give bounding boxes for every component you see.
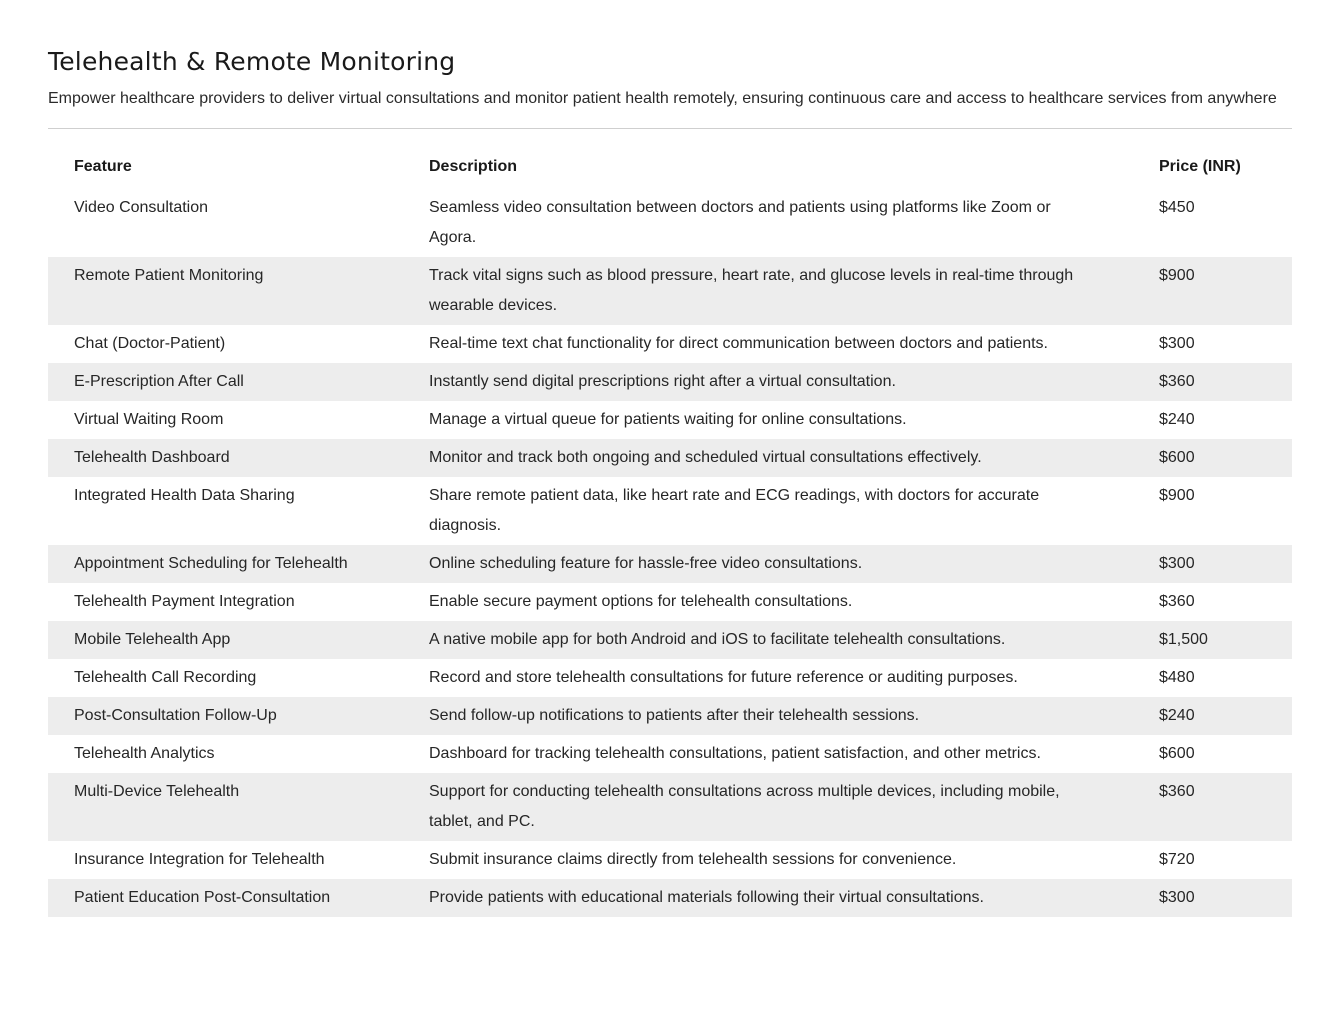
feature-cell: Appointment Scheduling for Telehealth	[48, 545, 429, 583]
table-row	[48, 363, 1292, 401]
price-cell: $600	[1159, 745, 1195, 762]
feature-cell: Telehealth Analytics	[74, 745, 215, 762]
feature-cell: Virtual Waiting Room	[74, 411, 224, 428]
table-row	[48, 735, 1292, 773]
description-cell: Real-time text chat functionality for direct communication between doctors and patients.	[429, 335, 1048, 352]
table-row	[48, 583, 1292, 621]
price-cell: $360	[1159, 773, 1292, 841]
pricing-table	[48, 151, 1292, 917]
price-cell: $360	[1159, 363, 1292, 401]
description-cell: Provide patients with educational materials following their virtual consultations.	[429, 879, 1159, 917]
table-row	[48, 545, 1292, 583]
feature-cell: Post-Consultation Follow-Up	[48, 697, 429, 735]
price-cell: $360	[1159, 593, 1195, 610]
description-cell: Manage a virtual queue for patients waiting for online consultations.	[429, 411, 907, 428]
description-cell: Enable secure payment options for telehealth consultations.	[429, 593, 853, 610]
description-cell: Record and store telehealth consultations for future reference or auditing purposes.	[429, 669, 1018, 686]
price-cell: $480	[1159, 669, 1195, 686]
header-feature: Feature	[74, 158, 132, 175]
price-cell: $900	[1159, 487, 1195, 504]
description-cell: Share remote patient data, like heart rate and ECG readings, with doctors for accurate diagnosis.	[429, 487, 1040, 534]
table-row	[48, 773, 1292, 841]
table-body	[48, 189, 1292, 917]
price-cell: $900	[1159, 257, 1292, 325]
feature-cell: Telehealth Dashboard	[48, 439, 429, 477]
price-cell: $600	[1159, 439, 1292, 477]
price-cell: $720	[1159, 851, 1195, 868]
price-cell: $300	[1159, 879, 1292, 917]
table-row	[48, 439, 1292, 477]
description-cell: Seamless video consultation between doctors and patients using platforms like Zoom or Agora.	[429, 199, 1051, 246]
description-cell: Support for conducting telehealth consultations across multiple devices, including mobile, tablet, and PC.	[429, 773, 1159, 841]
table-header-row	[48, 151, 1292, 189]
table-row	[48, 697, 1292, 735]
description-cell: Monitor and track both ongoing and scheduled virtual consultations effectively.	[429, 439, 1159, 477]
table-row	[48, 325, 1292, 363]
table-row	[48, 401, 1292, 439]
table-row	[48, 841, 1292, 879]
price-cell: $1,500	[1159, 621, 1292, 659]
header-description: Description	[429, 158, 518, 175]
table-row	[48, 621, 1292, 659]
table-row	[48, 257, 1292, 325]
feature-cell: Video Consultation	[74, 199, 209, 216]
table-row	[48, 477, 1292, 545]
feature-cell: Patient Education Post-Consultation	[48, 879, 429, 917]
feature-cell: E-Prescription After Call	[48, 363, 429, 401]
header-price: Price (INR)	[1159, 158, 1241, 175]
price-cell: $450	[1159, 199, 1195, 216]
feature-cell: Mobile Telehealth App	[48, 621, 429, 659]
table-row	[48, 879, 1292, 917]
telehealth-section	[48, 44, 1292, 917]
feature-cell: Telehealth Call Recording	[74, 669, 257, 686]
description-cell: A native mobile app for both Android and iOS to facilitate telehealth consultations.	[429, 621, 1159, 659]
table-row	[48, 189, 1292, 257]
price-cell: $300	[1159, 545, 1292, 583]
feature-cell: Integrated Health Data Sharing	[74, 487, 295, 504]
section-subtitle: Empower healthcare providers to deliver virtual consultations and monitor patient health remotely, ensuring continuous care and access to healthcare services from anywhere	[48, 84, 1292, 129]
description-cell: Send follow-up notifications to patients after their telehealth sessions.	[429, 697, 1159, 735]
price-cell: $240	[1159, 697, 1292, 735]
description-cell: Submit insurance claims directly from telehealth sessions for convenience.	[429, 851, 957, 868]
feature-cell: Chat (Doctor-Patient)	[74, 335, 226, 352]
feature-cell: Multi-Device Telehealth	[48, 773, 429, 841]
description-cell: Dashboard for tracking telehealth consultations, patient satisfaction, and other metrics.	[429, 745, 1041, 762]
feature-cell: Remote Patient Monitoring	[48, 257, 429, 325]
description-cell: Track vital signs such as blood pressure, heart rate, and glucose levels in real-time through wearable devices.	[429, 257, 1159, 325]
price-cell: $300	[1159, 335, 1195, 352]
feature-cell: Insurance Integration for Telehealth	[74, 851, 325, 868]
description-cell: Instantly send digital prescriptions right after a virtual consultation.	[429, 363, 1159, 401]
section-title: Telehealth & Remote Monitoring	[48, 47, 456, 76]
price-cell: $240	[1159, 411, 1195, 428]
feature-cell: Telehealth Payment Integration	[74, 593, 295, 610]
table-row	[48, 659, 1292, 697]
description-cell: Online scheduling feature for hassle-free video consultations.	[429, 545, 1159, 583]
